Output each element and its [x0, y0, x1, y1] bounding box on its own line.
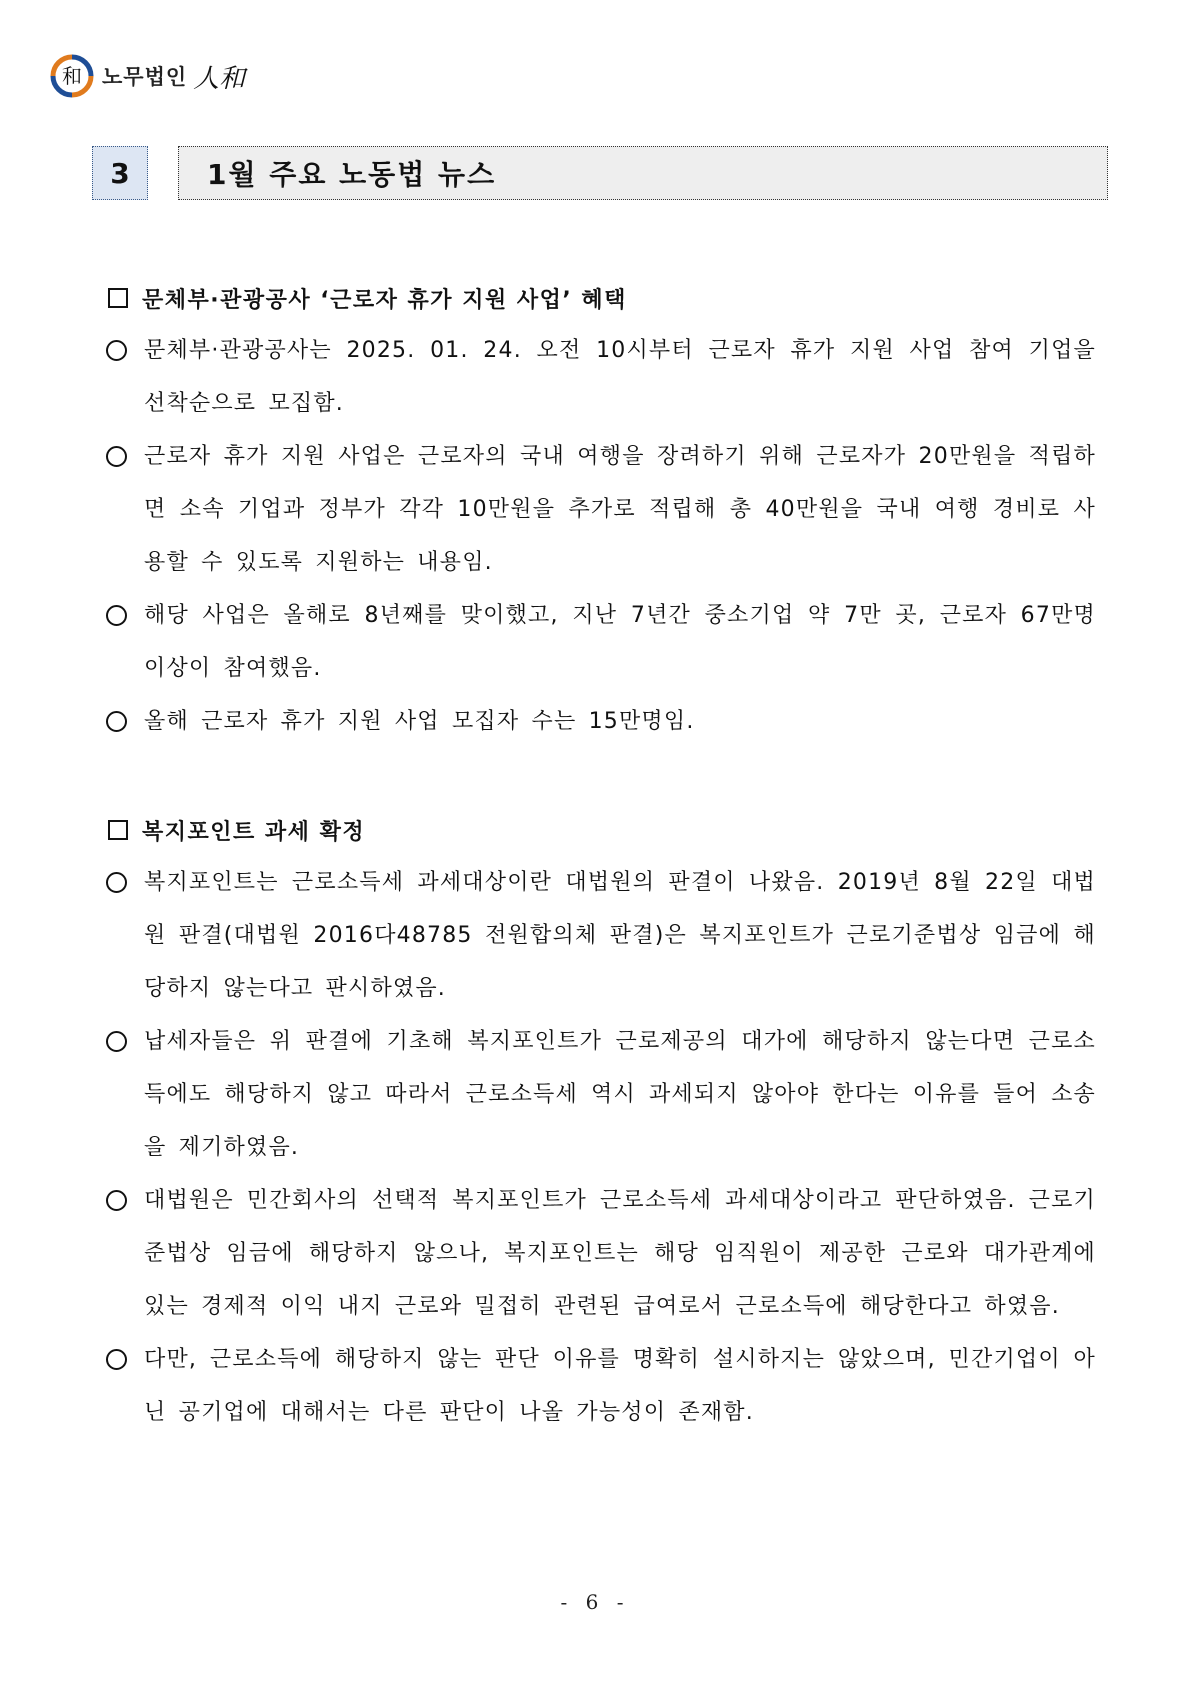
- list-item: [106, 695, 1096, 748]
- topic-heading-text: 문체부·관광공사 ‘근로자 휴가 지원 사업’ 혜택: [142, 287, 627, 313]
- square-bullet-icon: [108, 288, 128, 308]
- list-item: [106, 1015, 1096, 1174]
- firm-logo: [50, 52, 245, 100]
- list-item: [106, 430, 1096, 589]
- firm-emblem-icon: [50, 54, 94, 98]
- list-item-text: 올해 근로자 휴가 지원 사업 모집자 수는 15만명임.: [144, 709, 695, 734]
- list-item: [106, 1333, 1096, 1439]
- list-item: [106, 589, 1096, 695]
- circle-bullet-icon: [106, 872, 127, 893]
- firm-name-hanja: 人和: [193, 63, 246, 94]
- square-bullet-icon: [108, 820, 128, 840]
- circle-bullet-icon: [106, 605, 127, 626]
- list-item-text: 문체부·관광공사는 2025. 01. 24. 오전 10시부터 근로자 휴가 지원 사업 참여 기업을 선착순으로 모집함.: [144, 338, 1096, 416]
- circle-bullet-icon: [106, 711, 127, 732]
- emblem-hanja: 和: [62, 64, 82, 88]
- list-item-text: 해당 사업은 올해로 8년째를 맞이했고, 지난 7년간 중소기업 약 7만 곳, 근로자 67만명 이상이 참여했음.: [144, 603, 1096, 681]
- list-item-text: 복지포인트는 근로소득세 과세대상이란 대법원의 판결이 나왔음. 2019년 8월 22일 대법원 판결(대법원 2016다48785 전원합의체 판결)은 복지포인트가 근로기준법상 임금에 해당하지 않는다고 판시하였음.: [144, 870, 1096, 1001]
- page-number: - 6 -: [560, 1590, 630, 1614]
- list-item: [106, 324, 1096, 430]
- topic-heading-welfare-points: [106, 804, 1096, 856]
- topic-heading-vacation-support: [106, 272, 1096, 324]
- circle-bullet-icon: [106, 340, 127, 361]
- circle-bullet-icon: [106, 1349, 127, 1370]
- section-number: 3: [92, 146, 148, 200]
- section-spacer: [106, 748, 1096, 804]
- circle-bullet-icon: [106, 446, 127, 467]
- list-item-text: 납세자들은 위 판결에 기초해 복지포인트가 근로제공의 대가에 해당하지 않는다면 근로소득에도 해당하지 않고 따라서 근로소득세 역시 과세되지 않아야 한다는 이유를 들어 소송을 제기하였음.: [144, 1029, 1096, 1160]
- list-item-text: 대법원은 민간회사의 선택적 복지포인트가 근로소득세 과세대상이라고 판단하였음. 근로기준법상 임금에 해당하지 않으나, 복지포인트는 해당 임직원이 제공한 근로와 대가관계에 있는 경제적 이익 내지 근로와 밀접히 관련된 급여로서 근로소득에 해당한다고 하였음.: [144, 1188, 1096, 1319]
- list-item: [106, 856, 1096, 1015]
- topic-heading-text: 복지포인트 과세 확정: [142, 819, 366, 845]
- section-header: [92, 146, 1108, 202]
- firm-name: 노무법인: [102, 65, 188, 89]
- circle-bullet-icon: [106, 1031, 127, 1052]
- section-title: 1월 주요 노동법 뉴스: [178, 146, 1108, 200]
- list-item-text: 다만, 근로소득에 해당하지 않는 판단 이유를 명확히 설시하지는 않았으며, 민간기업이 아닌 공기업에 대해서는 다른 판단이 나올 가능성이 존재함.: [144, 1347, 1096, 1425]
- list-item-text: 근로자 휴가 지원 사업은 근로자의 국내 여행을 장려하기 위해 근로자가 20만원을 적립하면 소속 기업과 정부가 각각 10만원을 추가로 적립해 총 40만원을 국내 여행 경비로 사용할 수 있도록 지원하는 내용임.: [144, 444, 1096, 575]
- list-item: [106, 1174, 1096, 1333]
- document-body: [106, 272, 1096, 1439]
- circle-bullet-icon: [106, 1190, 127, 1211]
